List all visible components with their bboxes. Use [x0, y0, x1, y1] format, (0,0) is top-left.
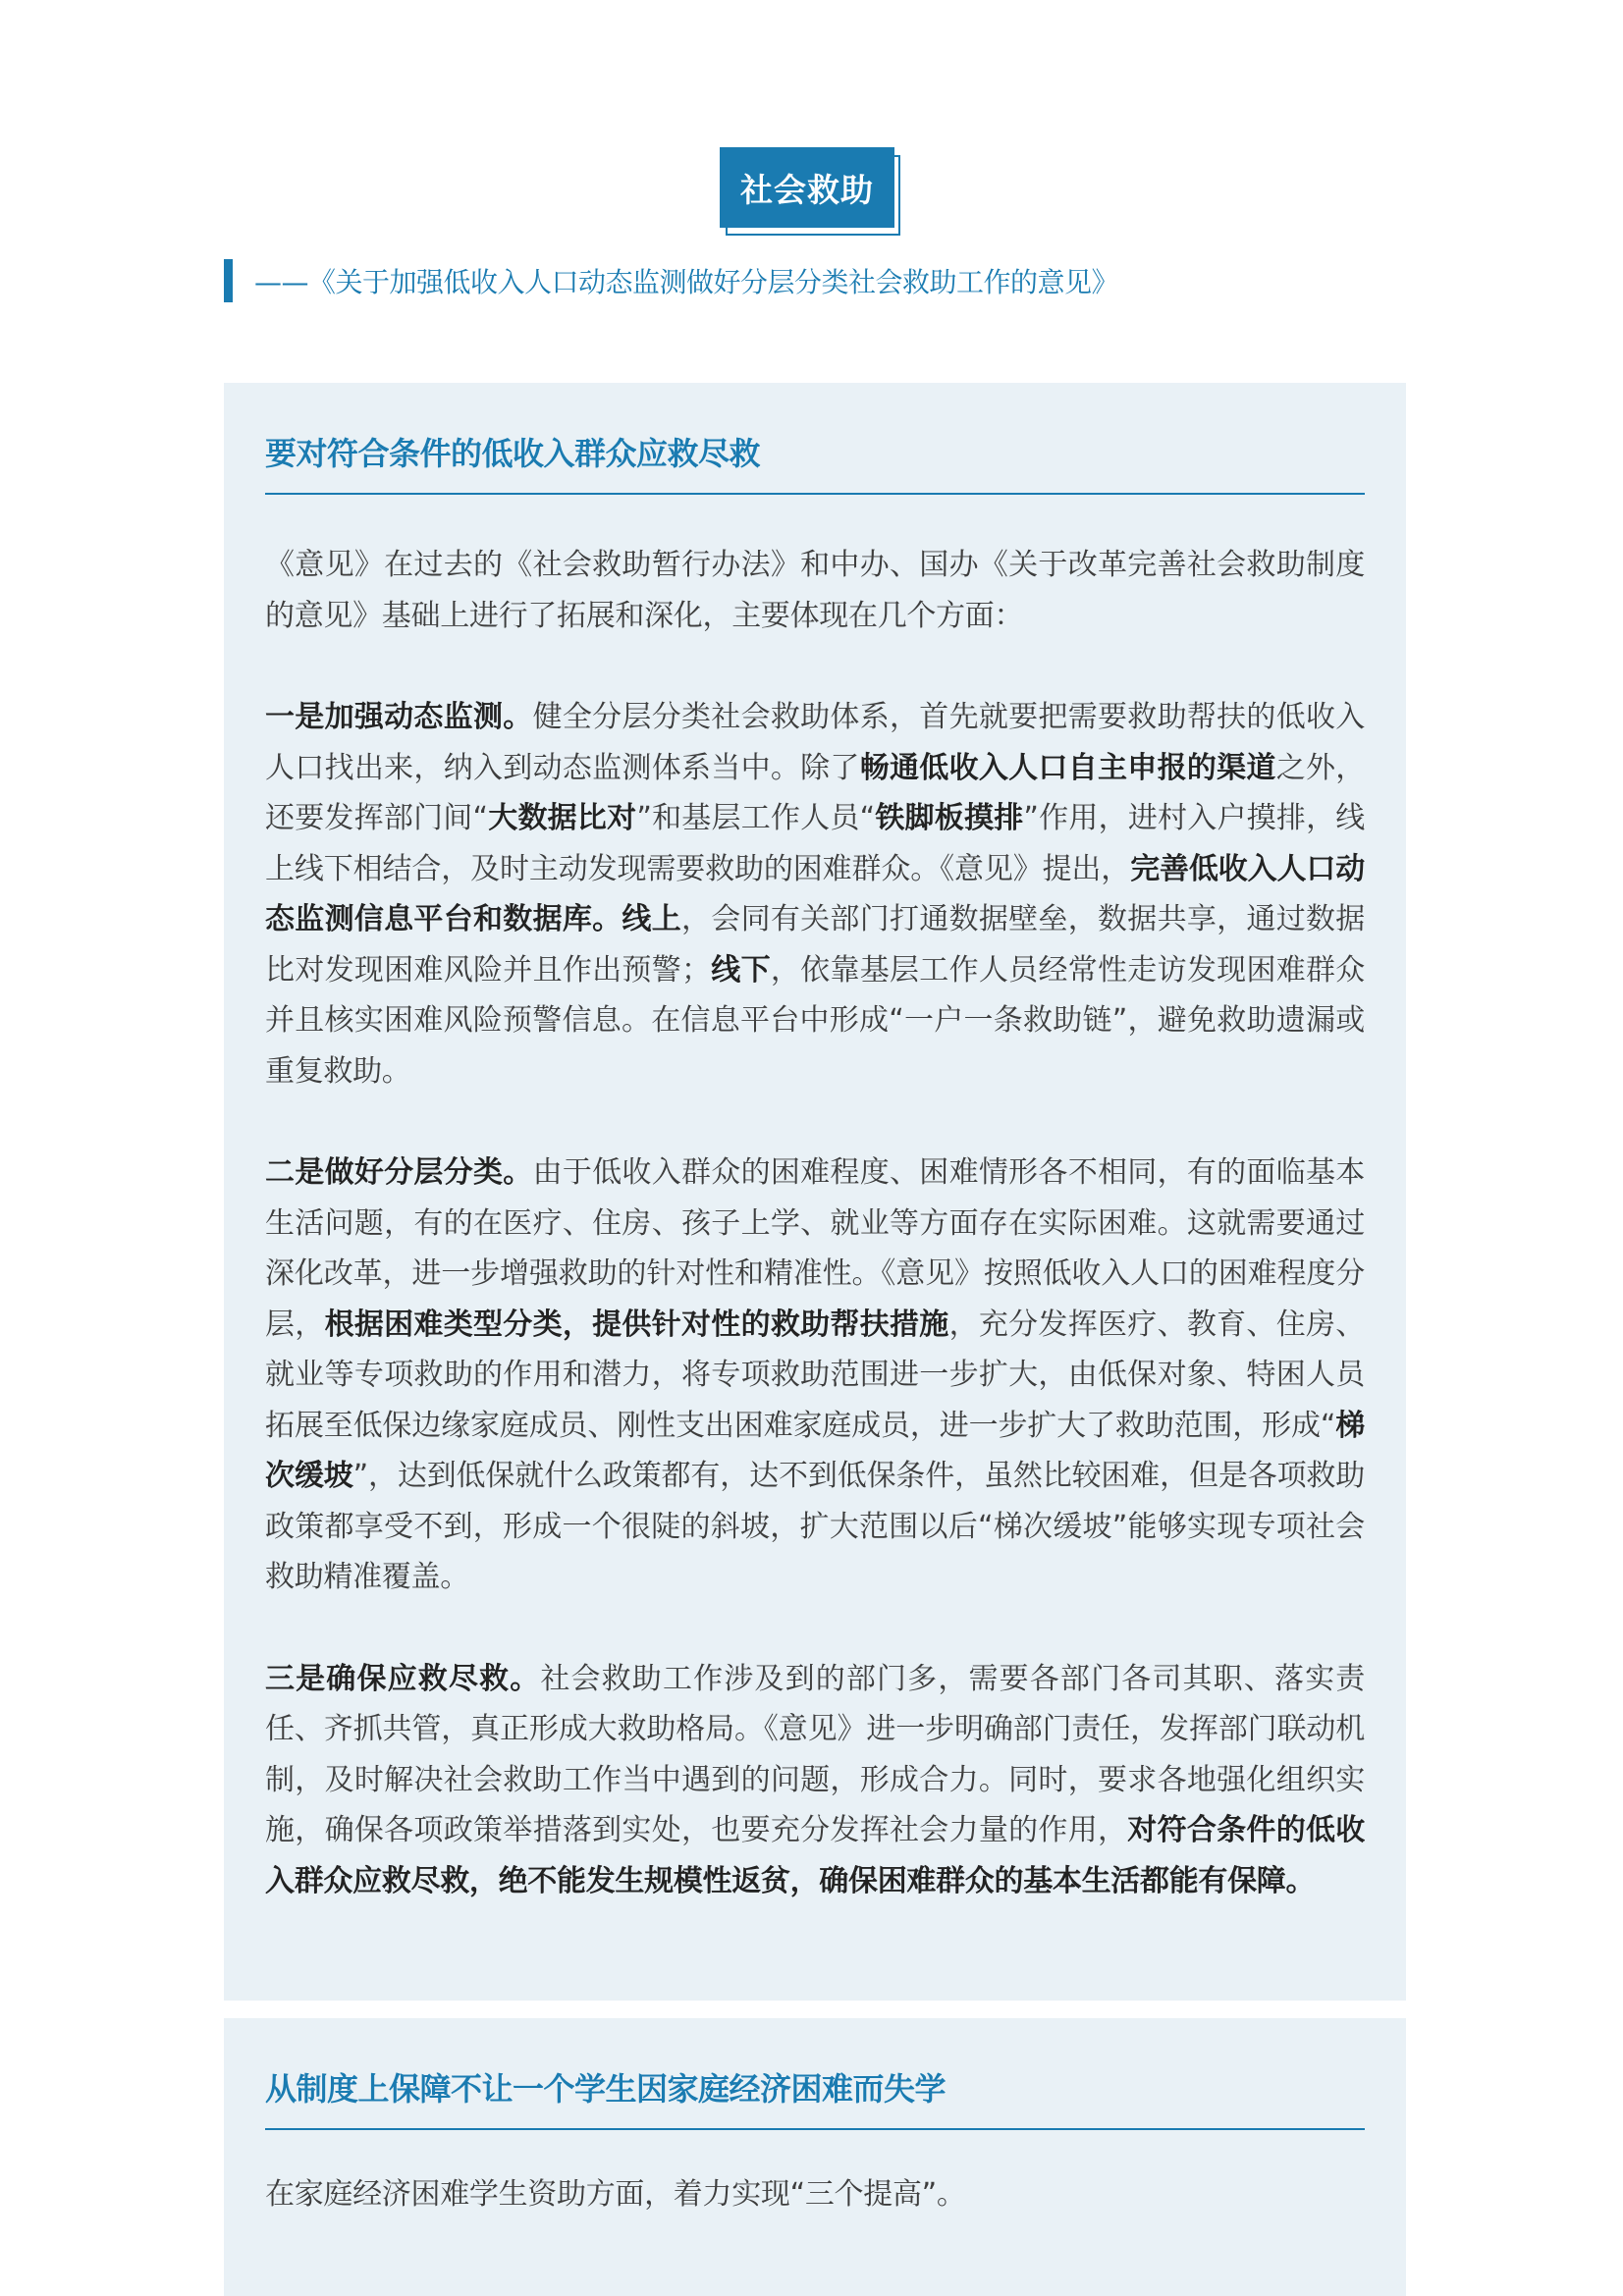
lead-phrase: 二是做好分层分类。 [265, 1155, 533, 1190]
paragraph-ensure-relief [265, 1654, 1365, 1907]
emphasis: 根据困难类型分类，提供针对性的救助帮扶措施 [324, 1307, 949, 1342]
emphasis: 对符合条件的低收入群众应救尽救，绝不能发生规模性返贫，确保困难群众的基本生活都能有保障。 [265, 1813, 1365, 1898]
section-title-badge [720, 147, 902, 238]
lead-phrase: 一是加强动态监测。 [265, 700, 533, 734]
body-text: ，依靠基层工作人员经常性走访发现困难群众并且核实困难风险预警信息。在信息平台中形成“一户一条救助链”，避免救助遗漏或重复救助。 [265, 952, 1366, 1089]
document-subtitle [224, 257, 1118, 304]
subtitle-text: ——《关于加强低收入人口动态监测做好分层分类社会救助工作的意见》 [254, 266, 1119, 298]
section-2-intro: 在家庭经济困难学生资助方面，着力实现“三个提高”。 [265, 2177, 966, 2212]
section-2-heading: 从制度上保障不让一个学生因家庭经济困难而失学 [265, 2070, 947, 2108]
section-panel-2 [224, 2018, 1406, 2296]
body-text: ，充分发挥医疗、教育、住房、就业等专项救助的作用和潜力，将专项救助范围进一步扩大，由低保对象、特困人员拓展至低保边缘家庭成员、刚性支出困难家庭成员，进一步扩大了救助范围，形成“ [265, 1307, 1365, 1443]
body-text: ”和基层工作人员“ [636, 801, 875, 835]
body-text: 社会救助工作涉及到的部门多，需要各部门各司其职、落实责任、齐抓共管，真正形成大救助格局。《意见》进一步明确部门责任，发挥部门联动机制，及时解决社会救助工作当中遇到的问题，形成合力。同时，要求各地强化组织实施，确保各项政策举措落到实处，也要充分发挥社会力量的作用， [265, 1661, 1365, 1847]
lead-phrase: 三是确保应救尽救。 [265, 1661, 541, 1696]
emphasis: 大数据比对 [487, 801, 637, 835]
heading-divider [265, 2128, 1365, 2130]
emphasis: 梯次缓坡 [265, 1408, 1365, 1493]
section-1-heading: 要对符合条件的低收入群众应救尽救 [265, 435, 761, 472]
emphasis: 线下 [710, 952, 771, 988]
paragraph-dynamic-monitoring [265, 692, 1365, 1096]
emphasis: 畅通低收入人口自主申报的渠道 [859, 750, 1276, 785]
heading-divider [265, 493, 1365, 495]
section-panel-1 [224, 383, 1406, 2001]
body-text: 由于低收入群众的困难程度、困难情形各不相同，有的面临基本生活问题，有的在医疗、住房、孩子上学、就业等方面存在实际困难。这就需要通过深化改革，进一步增强救助的针对性和精准性。《意见》按照低收入人口的困难程度分层， [265, 1155, 1365, 1342]
section-1-intro: 《意见》在过去的《社会救助暂行办法》和中办、国办《关于改革完善社会救助制度的意见》基础上进行了拓展和深化，主要体现在几个方面： [265, 548, 1365, 633]
section-title: 社会救助 [720, 147, 894, 228]
body-text: ，会同有关部门打通数据壁垒，数据共享，通过数据比对发现困难风险并且作出预警； [265, 902, 1365, 988]
body-text: ”作用，进村入户摸排，线上线下相结合，及时主动发现需要救助的困难群众。《意见》提出， [265, 801, 1366, 886]
body-text: 之外，还要发挥部门间“ [265, 750, 1365, 835]
emphasis: 铁脚板摸排 [874, 801, 1024, 835]
emphasis: 完善低收入人口动态监测信息平台和数据库。线上 [265, 851, 1365, 936]
paragraph-layered-classification [265, 1148, 1365, 1603]
body-text: ”，达到低保就什么政策都有，达不到低保条件，虽然比较困难，但是各项救助政策都享受不到，形成一个很陡的斜坡，扩大范围以后“梯次缓坡”能够实现专项社会救助精准覆盖。 [265, 1459, 1365, 1594]
body-text: 健全分层分类社会救助体系，首先就要把需要救助帮扶的低收入人口找出来，纳入到动态监测体系当中。除了 [265, 700, 1365, 785]
subtitle-accent-bar [224, 259, 233, 302]
